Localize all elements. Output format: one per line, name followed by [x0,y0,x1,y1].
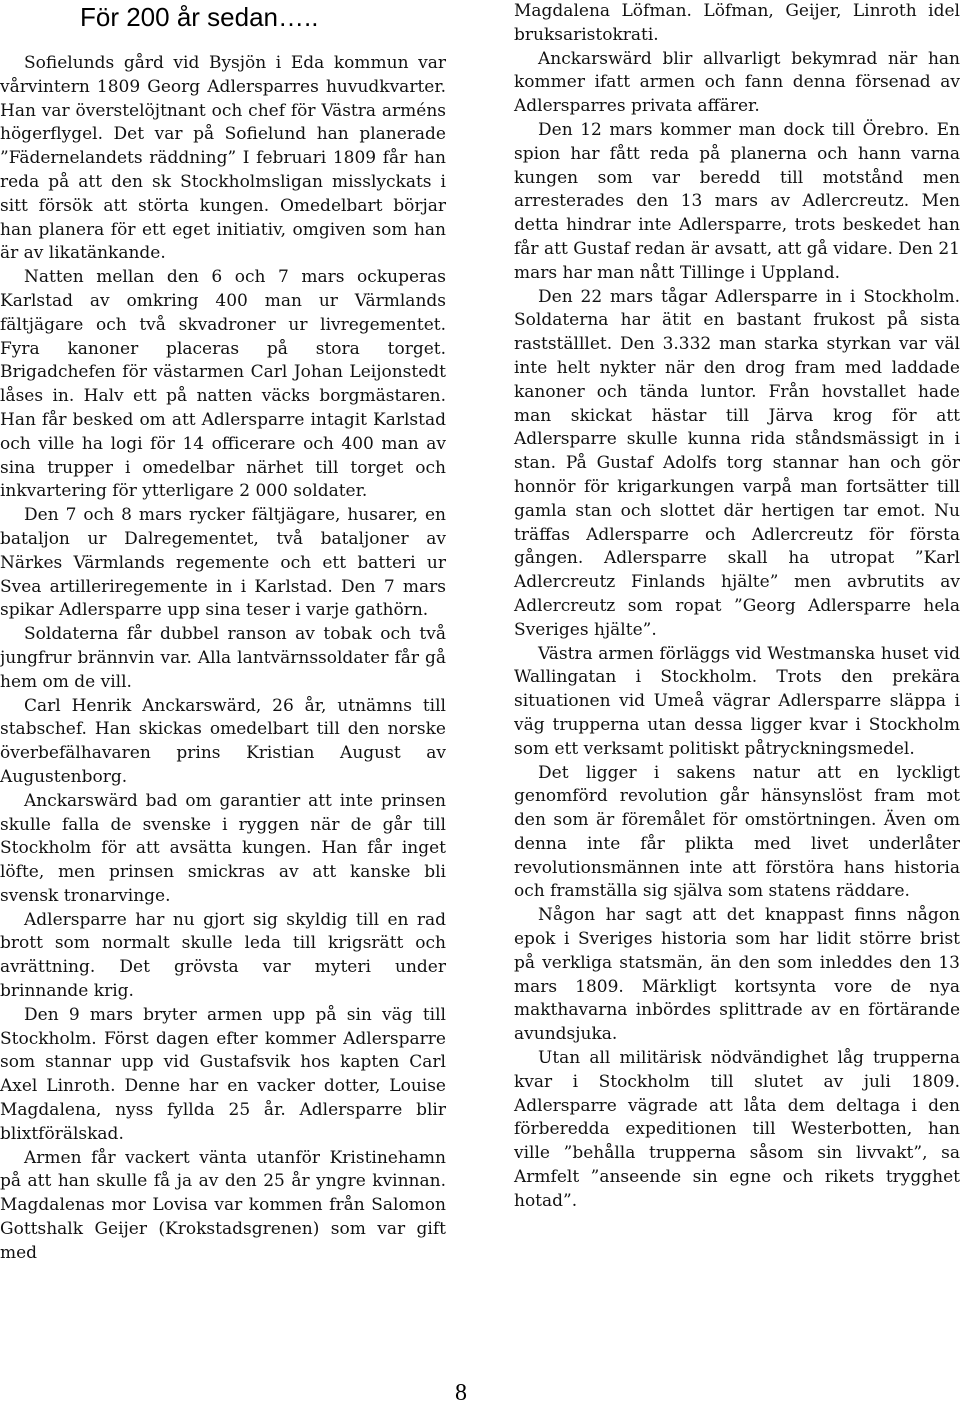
paragraph: Den 22 mars tågar Adlersparre in i Stockholm. Soldaterna har ätit en bastant frukost på sista rastställlet. Den 3.332 man starka styrkan var väl inte helt nykter när den drog fram med laddade kanoner och tända luntor. Från hovstallet hade man skickat hästar till Järva krog för att Adlersparre skulle kunna rida ståndsmässigt in i stan. På Gustaf Adolfs torg stannar han och gör honnör för krigarkungen varpå man fortsätter till gamla stan och slottet där hertigen tar emot. Nu träffas Adlersparre och Adlercreutz för första gången. Adlersparre skall ha utropat ”Karl Adlercreutz Finlands hjälte” men avbrutits av Adlercreutz som ropat ”Georg Adlersparre hela Sveriges hjälte”. [514,286,960,640]
paragraph: Den 9 mars bryter armen upp på sin väg till Stockholm. Först dagen efter kommer Adlersparre som stannar upp vid Gustafsvik hos kapten Carl Axel Linroth. Denne har en vacker dotter, Louise Magdalena, nyss fyllda 25 år. Adlersparre blir blixtförälskad. [0,1004,446,1144]
paragraph: Soldaterna får dubbel ranson av tobak och två jungfrur brännvin var. Alla lantvärnssoldater får gå hem om de vill. [0,624,446,692]
paragraph: Det ligger i sakens natur att en lyckligt genomförd revolution går hänsynslöst fram mot den som är föremålet för omstörtningen. Även om denna inte får plikta med livet underlåter revolutionsmännen inte att förstöra hans historia och framställa sig själva som statens räddare. [514,762,960,902]
paragraph: Sofielunds gård vid Bysjön i Eda kommun var vårvintern 1809 Georg Adlersparres huvudkvarter. Han var överstelöjtnant och chef för Västra arméns högerflygel. Det var på Sofielund han planerade ”Fädernelandets räddning” I februari 1809 får han reda på att den sk Stockholmsligan misslyckats i sitt försök att störta kungen. Omedelbart börjar han planera för ett eget initiativ, omgiven som han är av likatänkande. [0,53,446,264]
paragraph: Västra armen förläggs vid Westmanska huset vid Wallingatan i Stockholm. Trots den prekära situationen vid Umeå vägrar Adlersparre släppa i väg trupperna utan dessa ligger kvar i Stockholm som ett verksamt politiskt påtryckningsmedel. [514,643,960,759]
paragraph: Armen får vackert vänta utanför Kristinehamn på att han skulle få ja av den 25 år yngre kvinnan. Magdalenas mor Lovisa var kommen från Salomon Gottshalk Geijer (Krokstadsgrenen) som var gift med [0,1147,446,1263]
paragraph: Utan all militärisk nödvändighet låg trupperna kvar i Stockholm till slutet av juli 1809. Adlersparre vägrade att låta dem deltaga i den förberedda expeditionen till Westerbotten, han ville ”behålla trupperna såsom sin livvakt”, sa Armfelt ”anseende sin egne och rikets trygghet hotad”. [514,1048,960,1211]
paragraph: Någon har sagt att det knappast finns någon epok i Sveriges historia som har lidit större brist på verkliga statsmän, än den som inleddes den 13 mars 1809. Märkligt kortsynta vore de nya makthavarna inbördes splittrade av en förtärande avundsjuka. [514,905,960,1045]
paragraph: Den 12 mars kommer man dock till Örebro. En spion har fått reda på planerna och hann varna kungen som var beredd till motstånd men arresterades den 13 mars av Adlercreutz. Men detta hindrar inte Adlersparre, trots beskedet han får att Gustaf redan är avsatt, att gå vidare. Den 21 mars har man nått Tillinge i Uppland. [514,119,960,283]
paragraph: Anckarswärd blir allvarligt bekymrad när han kommer ifatt armen och fann denna försenad av Adlersparres privata affärer. [514,48,960,117]
left-column [0,52,446,1266]
page-number: 8 [455,1380,467,1406]
paragraph: Den 7 och 8 mars rycker fältjägare, husarer, en bataljon ur Dalregementet, två bataljoner av Närkes Värmlands regemente och ett batteri ur Svea artilleriregemente in i Karlstad. Den 7 mars spikar Adlersparre upp sina teser i varje gathörn. [0,505,446,621]
paragraph: Natten mellan den 6 och 7 mars ockuperas Karlstad av omkring 400 man ur Värmlands fältjägare och två skvadroner ur livregementet. Fyra kanoner placeras på stora torget. Brigadchefen för västarmen Carl Johan Leijonstedt låses in. Halv ett på natten väcks borgmästaren. Han får besked om att Adlersparre intagit Karlstad och ville ha logi för 14 officerare och 400 man av sina trupper i omedelbar närhet till torget och inkvartering för ytterligare 2 000 soldater. [0,267,446,502]
page-title: För 200 år sedan….. [80,2,319,32]
paragraph: Magdalena Löfman. Löfman, Geijer, Linroth idel bruksaristokrati. [514,1,960,45]
paragraph: Anckarswärd bad om garantier att inte prinsen skulle falla de svenske i ryggen när de går till Stockholm för att avsätta kungen. Han får inget löfte, men prinsen smickras av att kanske bli svensk tronarvinge. [0,790,446,906]
paragraph: Carl Henrik Anckarswärd, 26 år, utnämns till stabschef. Han skickas omedelbart till den norske överbefälhavaren prins Kristian August av Augustenborg. [0,695,446,787]
paragraph: Adlersparre har nu gjort sig skyldig till en rad brott som normalt skulle leda till krigsrätt och avrättning. Det grövsta var myteri under brinnande krig. [0,909,446,1002]
right-column [514,0,960,1214]
